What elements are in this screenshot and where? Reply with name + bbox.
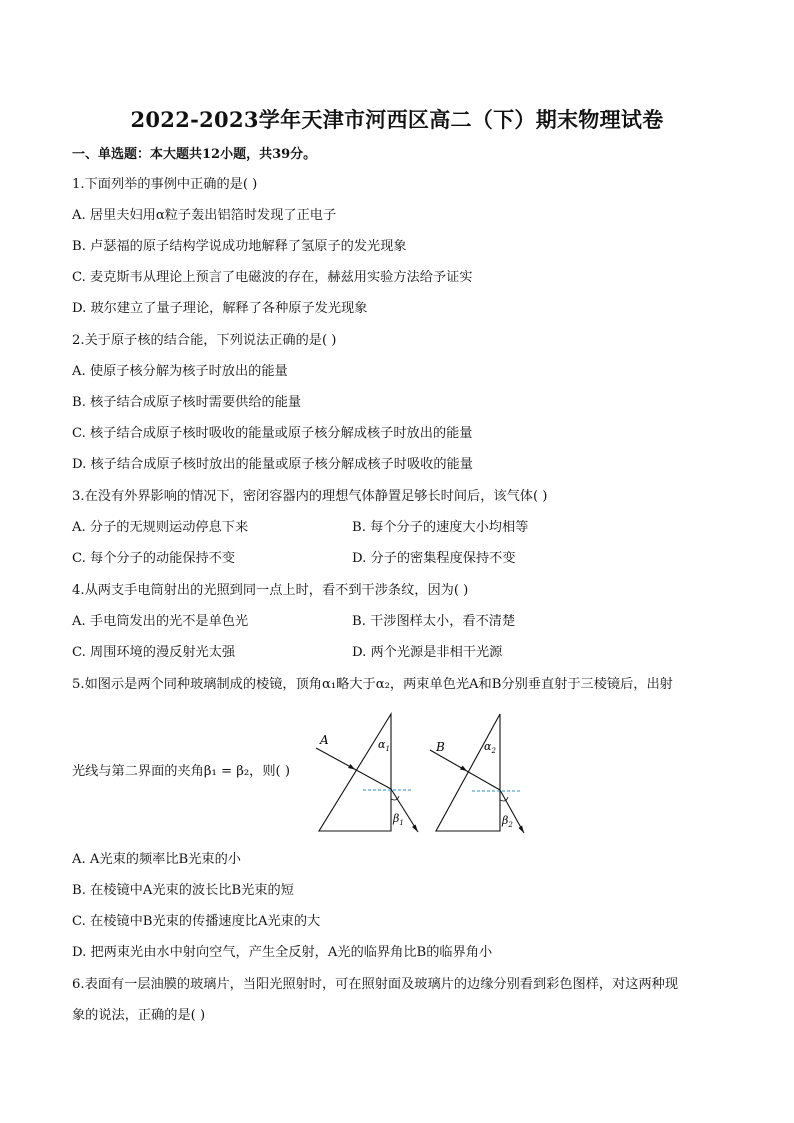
q1-option-b: B. 卢瑟福的原子结构学说成功地解释了氢原子的发光现象 [72, 239, 407, 254]
q6-stem-line1: 6.表面有一层油膜的玻璃片，当阳光照射时，可在照射面及玻璃片的边缘分别看到彩色图样，对这两种现 [72, 977, 679, 992]
q3-option-a: A. 分子的无规则运动停息下来 [72, 520, 249, 535]
q1-option-c: C. 麦克斯韦从理论上预言了电磁波的存在，赫兹用实验方法给予证实 [72, 270, 473, 285]
q5-stem-line2: 光线与第二界面的夹角β₁ = β₂，则( ) [72, 764, 290, 779]
q4-option-d: D. 两个光源是非相干光源 [352, 645, 503, 660]
ray-b-label: B [436, 740, 445, 754]
q5-option-d: D. 把两束光由水中射向空气，产生全反射，A光的临界角比B的临界角小 [72, 945, 493, 960]
q5-stem-line1: 5.如图示是两个同种玻璃制成的棱镜，顶角α₁略大于α₂，两束单色光A和B分别垂直射于三棱镜后，出射 [72, 677, 673, 692]
beta2-label: $\beta_2$ [502, 814, 513, 829]
q4-option-a: A. 手电筒发出的光不是单色光 [72, 614, 249, 629]
q3-option-c: C. 每个分子的动能保持不变 [72, 551, 236, 566]
q1-stem: 1.下面列举的事例中正确的是( ) [72, 177, 258, 192]
q6-stem-line2: 象的说法，正确的是( ) [72, 1008, 206, 1023]
q2-option-a: A. 使原子核分解为核子时放出的能量 [72, 364, 288, 379]
q5-option-c: C. 在棱镜中B光束的传播速度比A光束的大 [72, 914, 321, 929]
q4-option-b: B. 干涉图样太小，看不清楚 [352, 614, 516, 629]
prism-right [430, 714, 524, 833]
alpha1-label: $\alpha_1$ [378, 738, 390, 753]
q1-option-d: D. 玻尔建立了量子理论，解释了各种原子发光现象 [72, 301, 368, 316]
q5-option-a: A. A光束的频率比B光束的小 [72, 852, 241, 867]
q3-option-b: B. 每个分子的速度大小均相等 [352, 520, 529, 535]
q2-option-c: C. 核子结合成原子核时吸收的能量或原子核分解成核子时放出的能量 [72, 426, 473, 441]
q3-option-d: D. 分子的密集程度保持不变 [352, 551, 516, 566]
q4-stem: 4.从两支手电筒射出的光照到同一点上时，看不到干涉条纹，因为( ) [72, 583, 469, 598]
q1-option-a: A. 居里夫妇用α粒子轰出铝箔时发现了正电子 [72, 208, 337, 223]
q2-stem: 2.关于原子核的结合能，下列说法正确的是( ) [72, 333, 337, 348]
section-heading: 一、单选题：本大题共12小题，共39分。 [72, 147, 317, 162]
q2-option-d: D. 核子结合成原子核时放出的能量或原子核分解成核子时吸收的能量 [72, 457, 473, 472]
q5-option-b: B. 在棱镜中A光束的波长比B光束的短 [72, 883, 294, 898]
beta1-label: $\beta_1$ [393, 812, 404, 827]
q3-stem: 3.在没有外界影响的情况下，密闭容器内的理想气体静置足够长时间后，该气体( ) [72, 489, 548, 504]
q2-option-b: B. 核子结合成原子核时需要供给的能量 [72, 395, 302, 410]
alpha2-label: $\alpha_2$ [484, 740, 496, 755]
prism-left [316, 714, 418, 832]
ray-a-label: A [320, 733, 329, 747]
q4-option-c: C. 周围环境的漫反射光太强 [72, 645, 236, 660]
prism-diagram [300, 706, 540, 838]
exam-title: 2022-2023学年天津市河西区高二（下）期末物理试卷 [130, 107, 664, 132]
